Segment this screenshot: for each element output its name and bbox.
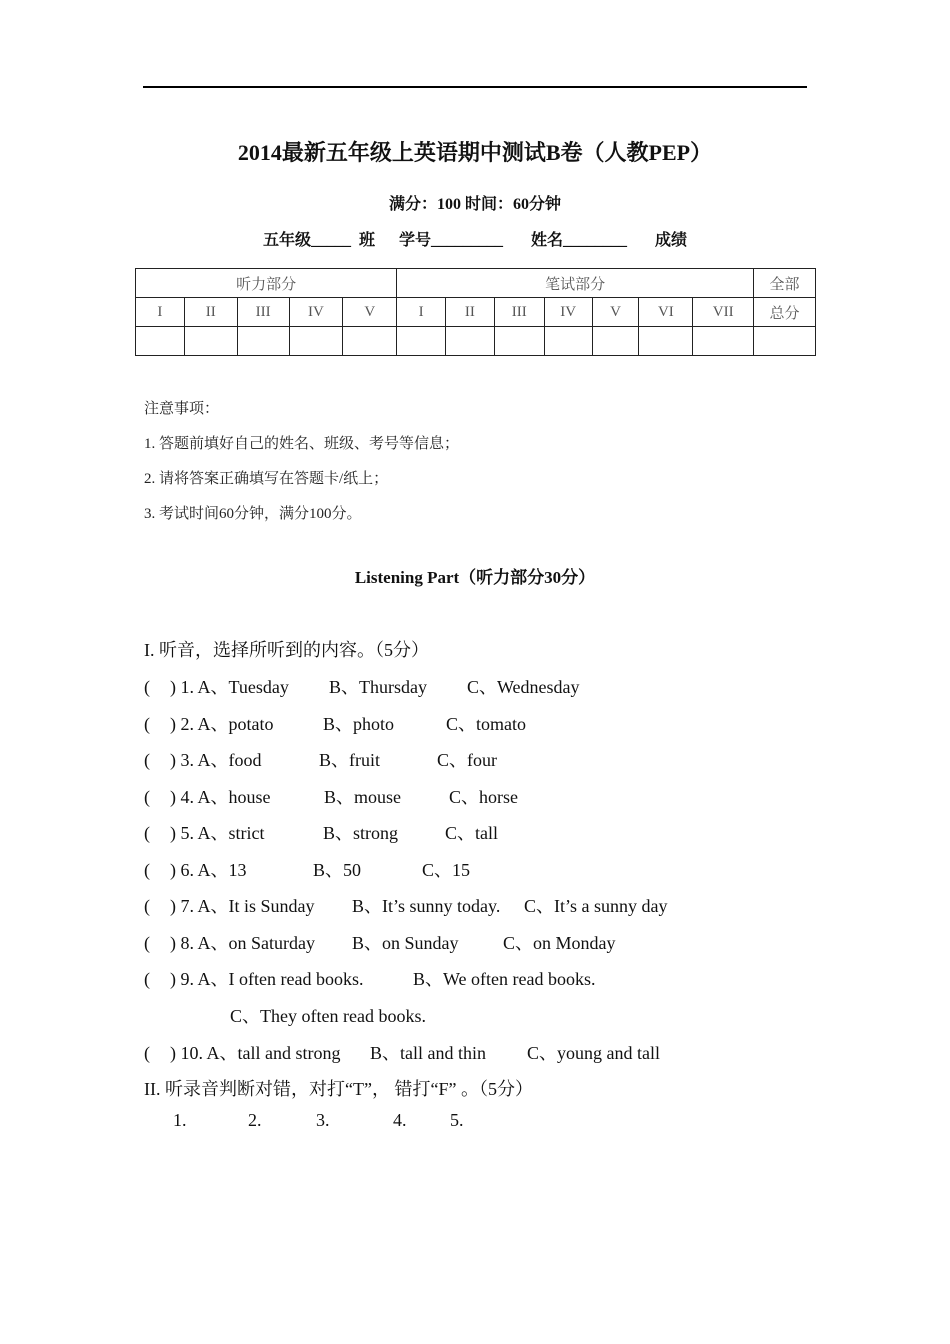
- score-cell[interactable]: [592, 327, 639, 356]
- score-cell[interactable]: [494, 327, 544, 356]
- writing-col: VII: [693, 298, 754, 327]
- notes-block: [144, 397, 459, 537]
- answer-blank[interactable]: (: [144, 823, 150, 843]
- question-option-c: C、tomato: [446, 714, 526, 734]
- writing-col: II: [446, 298, 495, 327]
- question-row: [144, 1039, 660, 1065]
- name-field[interactable]: 姓名________: [531, 232, 628, 249]
- answer-blank[interactable]: (: [144, 787, 150, 807]
- question-row: [144, 929, 616, 955]
- score-cell[interactable]: [754, 327, 816, 356]
- question-row: [144, 673, 580, 699]
- question-option-b: B、tall and thin: [370, 1043, 486, 1063]
- listening-col: IV: [289, 298, 343, 327]
- question-option-c: C、on Monday: [503, 933, 616, 953]
- score-cell[interactable]: [639, 327, 693, 356]
- student-id-field[interactable]: 学号_________: [398, 232, 503, 249]
- question-row: [144, 856, 471, 882]
- student-info-line: [0, 227, 950, 250]
- question-option-a: ) 3. A、food: [170, 750, 262, 770]
- page-title: 2014最新五年级上英语期中测试B卷（人教PEP）: [237, 140, 713, 165]
- part1-heading: I. 听音，选择所听到的内容。（5分）: [144, 640, 429, 660]
- question-option-a: ) 7. A、It is Sunday: [170, 896, 315, 916]
- writing-col: III: [494, 298, 544, 327]
- tf-item-number: 5.: [450, 1110, 464, 1130]
- question-row: [144, 746, 497, 772]
- listening-col: II: [184, 298, 237, 327]
- question-row: [144, 965, 596, 991]
- answer-blank[interactable]: (: [144, 750, 150, 770]
- exam-meta: 满分：100 时间：60分钟: [388, 196, 561, 213]
- question-option-b: B、It’s sunny today.: [352, 896, 501, 916]
- question-row: [144, 819, 498, 845]
- score-cell[interactable]: [184, 327, 237, 356]
- question-option-c: C、Wednesday: [467, 677, 580, 697]
- header-rule: [143, 86, 807, 88]
- answer-blank[interactable]: (: [144, 896, 150, 916]
- tf-item-number: 4.: [393, 1110, 407, 1130]
- listening-group-header: 听力部分: [136, 269, 397, 298]
- writing-col: I: [397, 298, 446, 327]
- question-option-c: C、15: [422, 860, 471, 880]
- answer-blank[interactable]: (: [144, 714, 150, 734]
- question-option-c: C、horse: [449, 787, 518, 807]
- question-option-b: B、strong: [323, 823, 399, 843]
- notes-heading: 注意事项：: [144, 401, 220, 417]
- part2-heading: II. 听录音判断对错，对打“T”， 错打“F” 。（5分）: [144, 1079, 533, 1099]
- writing-col: VI: [639, 298, 693, 327]
- question-option-b: B、photo: [323, 714, 395, 734]
- score-table: [135, 268, 816, 356]
- answer-blank[interactable]: (: [144, 933, 150, 953]
- question-option-a: ) 9. A、I often read books.: [170, 969, 364, 989]
- section-title: Listening Part（听力部分30分）: [354, 568, 596, 587]
- tf-item-number: 1.: [173, 1110, 187, 1130]
- score-cell[interactable]: [693, 327, 754, 356]
- answer-blank[interactable]: (: [144, 677, 150, 697]
- question-option-c: C、tall: [445, 823, 498, 843]
- total-group-header: 全部: [754, 269, 816, 298]
- grade-field[interactable]: 五年级_____ 班: [262, 232, 375, 249]
- writing-col: IV: [544, 298, 592, 327]
- question-option-c: C、It’s a sunny day: [524, 896, 668, 916]
- score-cell[interactable]: [343, 327, 397, 356]
- question-option-b: B、on Sunday: [352, 933, 459, 953]
- score-cell[interactable]: [446, 327, 495, 356]
- question-row: [144, 710, 526, 736]
- listening-col: V: [343, 298, 397, 327]
- question-option-b: B、50: [313, 860, 362, 880]
- question-option-a: ) 4. A、house: [170, 787, 271, 807]
- note-item: 3. 考试时间60分钟，满分100分。: [144, 506, 362, 522]
- question-option-a: ) 5. A、strict: [170, 823, 265, 843]
- question-option-a: ) 1. A、Tuesday: [170, 677, 289, 697]
- listening-col: I: [136, 298, 185, 327]
- question-option-a: ) 2. A、potato: [170, 714, 274, 734]
- score-cell[interactable]: [397, 327, 446, 356]
- score-field: 成绩: [655, 232, 688, 249]
- score-cell[interactable]: [136, 327, 185, 356]
- question-row: [144, 783, 518, 809]
- question-option-b: B、We often read books.: [413, 969, 596, 989]
- tf-item-number: 3.: [316, 1110, 330, 1130]
- note-item: 2. 请将答案正确填写在答题卡/纸上；: [144, 471, 389, 487]
- score-cell[interactable]: [289, 327, 343, 356]
- answer-blank[interactable]: (: [144, 1043, 150, 1063]
- total-score-col: 总分: [754, 298, 816, 327]
- answer-blank[interactable]: (: [144, 860, 150, 880]
- question-option-b: B、mouse: [324, 787, 402, 807]
- question-option-a: ) 10. A、tall and strong: [170, 1043, 341, 1063]
- writing-col: V: [592, 298, 639, 327]
- question-option-c: C、They often read books.: [230, 1006, 426, 1026]
- score-cell[interactable]: [237, 327, 289, 356]
- score-cell[interactable]: [544, 327, 592, 356]
- question-option-b: B、fruit: [319, 750, 380, 770]
- writing-group-header: 笔试部分: [397, 269, 754, 298]
- question-row: [144, 892, 668, 918]
- question-option-a: ) 6. A、13: [170, 860, 247, 880]
- listening-col: III: [237, 298, 289, 327]
- answer-blank[interactable]: (: [144, 969, 150, 989]
- tf-item-number: 2.: [248, 1110, 262, 1130]
- question-option-c: C、young and tall: [527, 1043, 660, 1063]
- note-item: 1. 答题前填好自己的姓名、班级、考号等信息；: [144, 436, 460, 452]
- question-option-b: B、Thursday: [329, 677, 427, 697]
- question-option-c: C、four: [437, 750, 497, 770]
- question-option-a: ) 8. A、on Saturday: [170, 933, 315, 953]
